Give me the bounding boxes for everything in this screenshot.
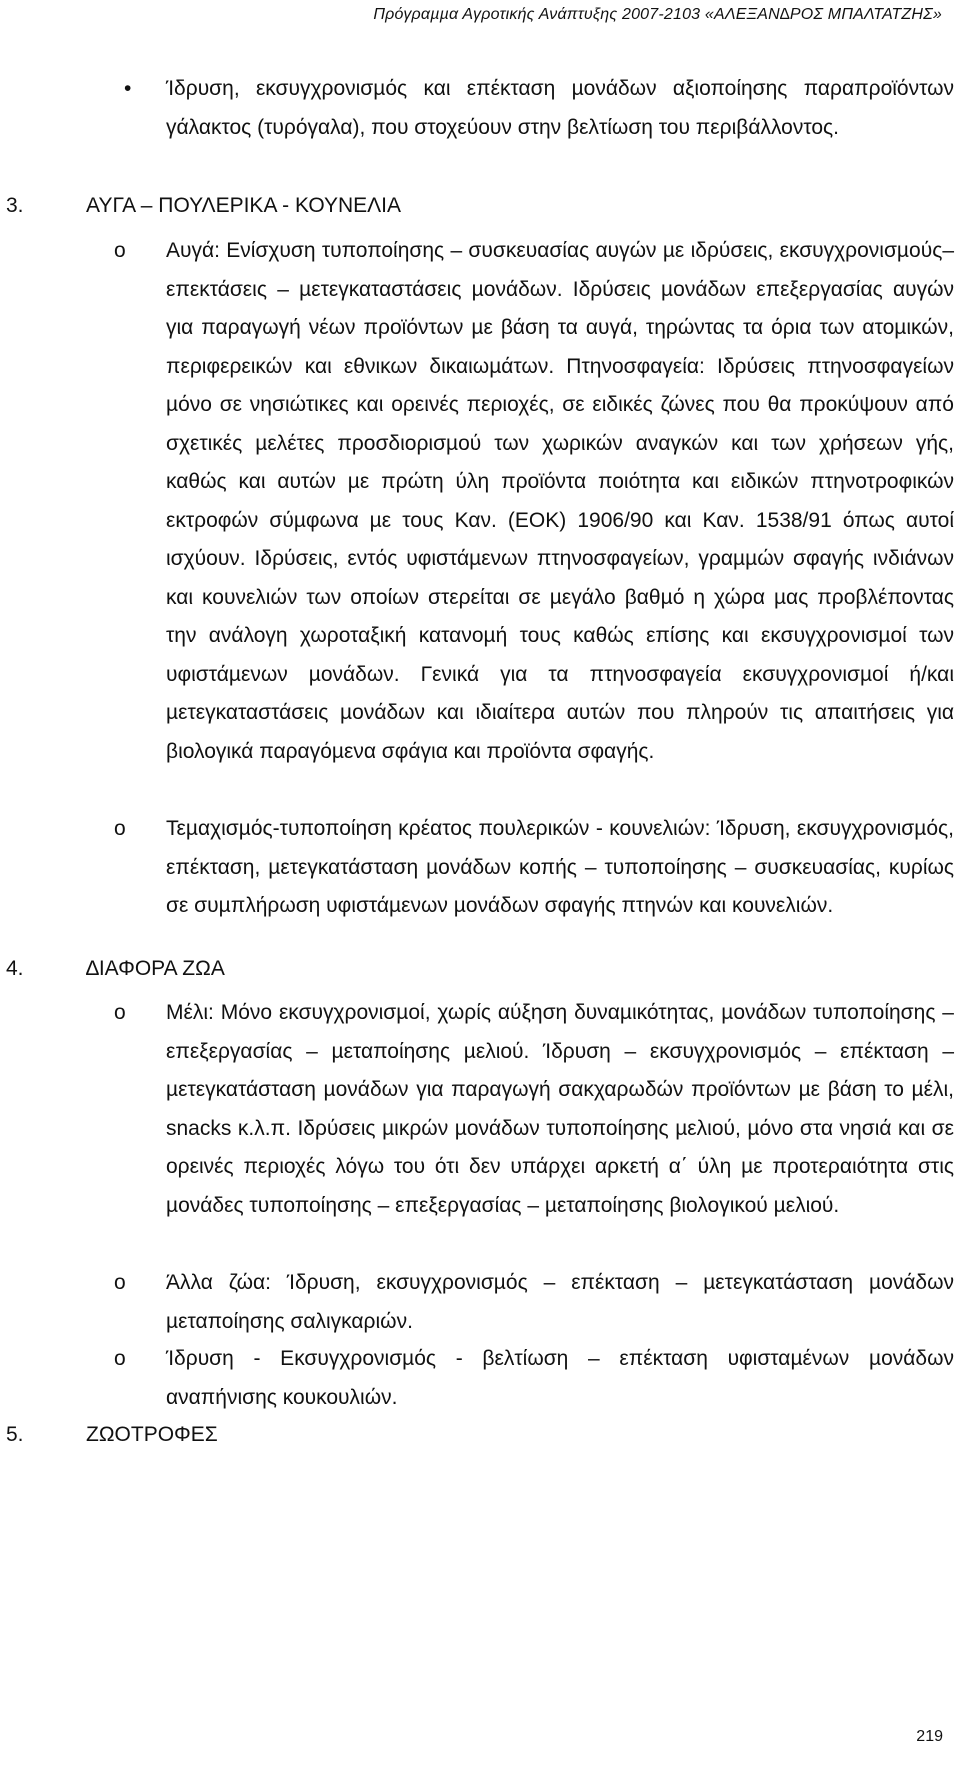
section-title: ∆ΙΑΦΟΡΑ ΖΩΑ — [86, 957, 225, 980]
bullet-circle: o — [114, 1347, 126, 1370]
bullet-dot: • — [124, 77, 132, 100]
page-number: 219 — [916, 1728, 943, 1745]
list-item: Αυγά: Ενίσχυση τυποποίησης – συσκευασίας αυγών µε ιδρύσεις, εκσυγχρονισµούς– επεκτάσεις – µετεγκαταστάσεις µονάδων. Ιδρύσεις µονάδων επεξεργασίας αυγών για παραγωγή νέων προϊόντων µε βάση τα αυγά, τηρώντας τα όρια των ατοµικών, περιφερεικών και εθνικων δικαιωµάτων. Πτηνοσφαγεία: Ιδρύσεις πτηνοσφαγείων µόνο σε νησιώτικες και ορεινές περιοχές, σε ειδικές ζώνες που θα προκύψουν από σχετικές µελέτες προσδιορισµού των χωρικών αναγκών και των χρήσεων γής, καθώς και αυτών µε πρώτη ύλη προϊόντα ποιότητα και ειδικών πτηνοτροφικών εκτροφών σύµφωνα µε τους Καν. (ΕΟΚ) 1906/90 και Καν. 1538/91 όπως αυτοί ισχύουν. Ιδρύσεις, εντός υφιστάµενων πτηνοσφαγείων, γραµµών σφαγής ινδιάνων και κουνελιών των οποίων στερείται σε µεγάλο βαθµό η χώρα µας προβλέποντας την ανάλογη χωροταξική κατανοµή τους καθώς επίσης και εκσυγχρονισµοί των υφιστάµενων µονάδων. Γενικά για τα πτηνοσφαγεία εκσυγχρονισµοί ή/και µετεγκαταστάσεις µονάδων και ιδιαίτερα αυτών που πληρούν τις απαιτήσεις για βιολογικά παραγόµενα σφάγια και προϊόντα σφαγής. — [166, 239, 954, 763]
list-item: Ίδρυση, εκσυγχρονισµός και επέκταση µονάδων αξιοποίησης παραπροϊόντων γάλακτος (τυρόγαλα), που στοχεύουν στην βελτίωση του περιβάλλοντος. — [166, 77, 954, 139]
section-number: 5. — [6, 1423, 24, 1446]
bullet-circle: o — [114, 817, 126, 840]
section-heading — [6, 187, 401, 226]
list-item: Τεµαχισµός-τυποποίηση κρέατος πουλερικών - κουνελιών: Ίδρυση, εκσυγχρονισµός, επέκταση, µετεγκατάσταση µονάδων κοπής – τυποποίησης – συσκευασίας, κυρίως σε συµπλήρωση υφιστάµενων µονάδων σφαγής πτηνών και κουνελιών. — [166, 817, 954, 917]
section-heading — [6, 950, 225, 989]
list-item: Μέλι: Μόνο εκσυγχρονισµοί, χωρίς αύξηση δυναµικότητας, µονάδων τυποποίησης – επεξεργασίας – µεταποίησης µελιού. Ίδρυση – εκσυγχρονισµός – επέκταση – µετεγκατάσταση µονάδων για παραγωγή σακχαρωδών προϊόντων µε βάση το µέλι, snacks κ.λ.π. Ιδρύσεις µικρών µονάδων τυποποίησης µελιού, µόνο στα νησιά και σε ορεινές περιοχές λόγω του ότι δεν υπάρχει αρκετή α΄ ύλη µε προτεραιότητα στις µονάδες τυποποίησης – επεξεργασίας – µεταποίησης βιολογικού µελιού. — [166, 1001, 954, 1217]
bullet-circle: o — [114, 1001, 126, 1024]
section-number: 3. — [6, 194, 24, 217]
section-heading — [6, 1416, 218, 1455]
section-number: 4. — [6, 957, 24, 980]
bullet-circle: o — [114, 239, 126, 262]
running-header: Πρόγραµµα Αγροτικής Ανάπτυξης 2007-2103 «ΑΛΕΞΑΝ∆ΡΟΣ ΜΠΑΛΤΑΤΖΗΣ» — [373, 6, 942, 23]
list-item: Άλλα ζώα: Ίδρυση, εκσυγχρονισµός – επέκταση – µετεγκατάσταση µονάδων µεταποίησης σαλιγκαριών. — [166, 1271, 954, 1333]
list-item: Ίδρυση - Εκσυγχρονισµός - βελτίωση – επέκταση υφισταµένων µονάδων αναπήνισης κουκουλιών. — [166, 1347, 954, 1409]
section-title: ΖΩΟΤΡΟΦΕΣ — [86, 1423, 218, 1446]
section-title: ΑΥΓΑ – ΠΟΥΛΕΡΙΚΑ - ΚΟΥΝΕΛΙΑ — [86, 194, 402, 217]
bullet-circle: o — [114, 1271, 126, 1294]
